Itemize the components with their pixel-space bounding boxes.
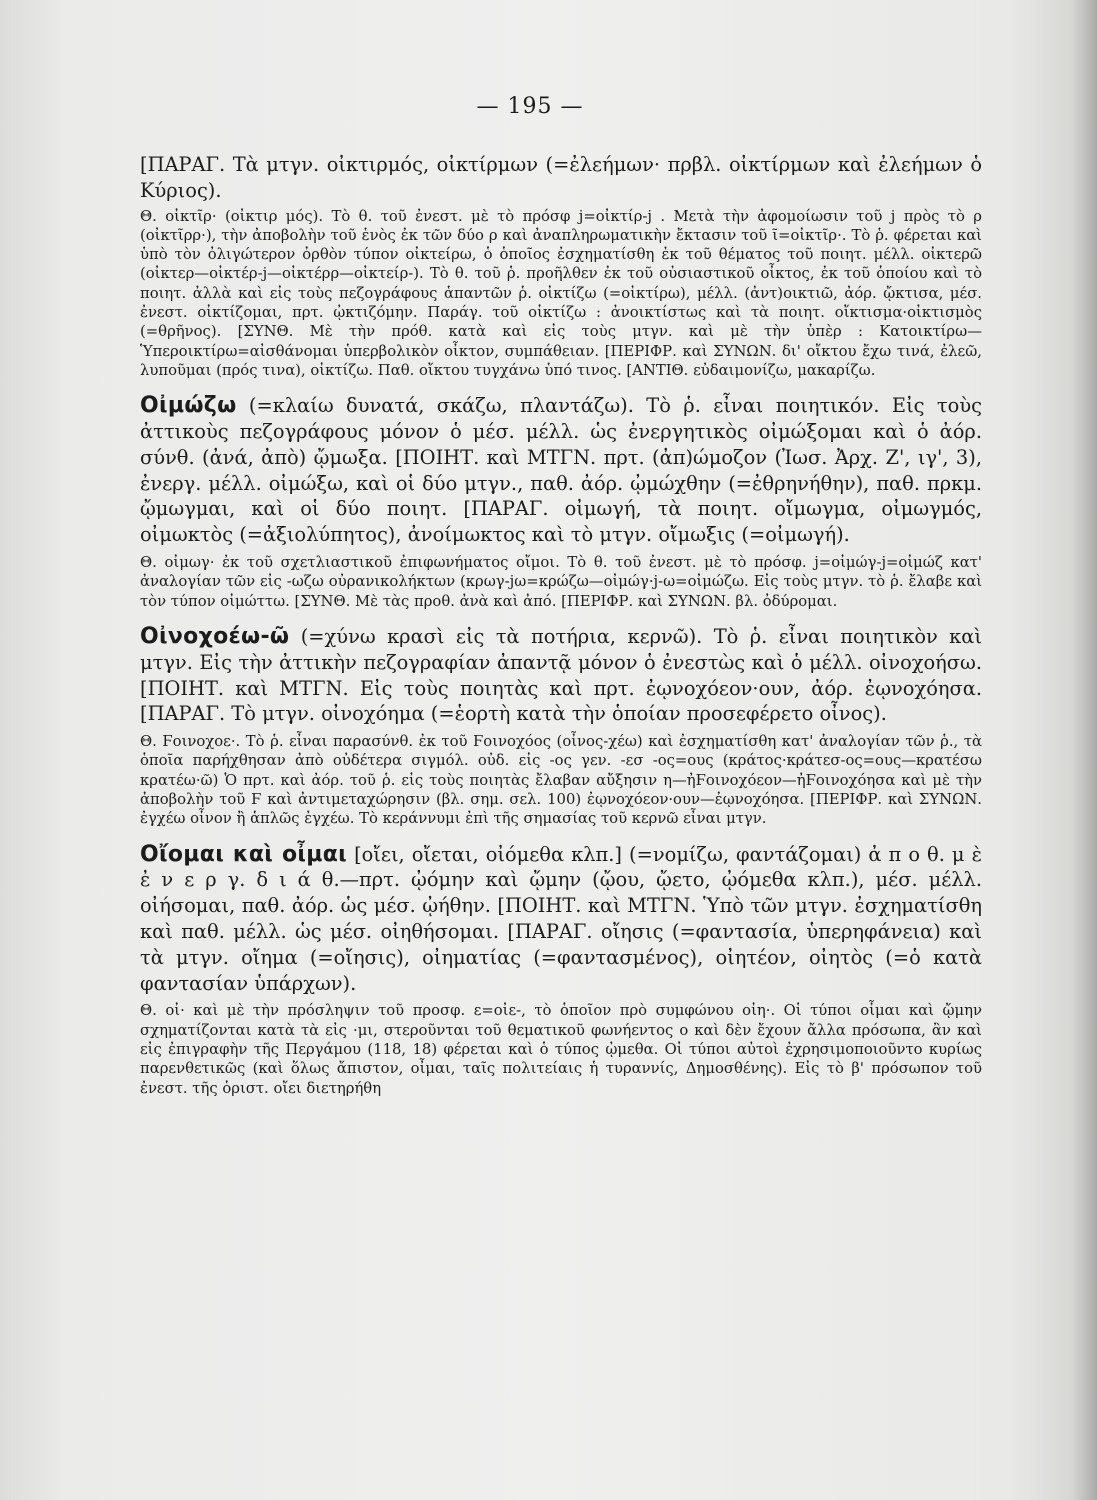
- entry-text: [οἴει, οἴεται, οἰόμεθα κλπ.] (=νομίζω, φαντάζομαι) ἀ π ο θ. μ ὲ ἐ ν ε ρ γ. δ ι ά θ.—πρτ. ᾠόμην καὶ ᾤμην (ᾤου, ᾤετο, ᾠόμεθα κλπ.), μέσ. μέλλ. οἰήσομαι, παθ. ἀόρ. ὡς μέσ. ᾠήθην. [ΠΟΙΗΤ. καὶ ΜΤΓΝ. Ὑπὸ τῶν μτγν. ἐσχηματίσθη καὶ παθ. μέλλ. ὡς μέσ. οἰηθήσομαι. [ΠΑΡΑΓ. οἴησις (=φαντασία, ὑπερηφάνεια) καὶ τὰ μτγν. οἴημα (=οἴησις), οἰηματίας (=φαντασμένος), οἰητέον, οἰητὸς (=ὁ κατὰ φαντασίαν ὑπάρχων).: [140, 842, 982, 995]
- entry-text: (=χύνω κρασὶ εἰς τὰ ποτήρια, κερνῶ). Τὸ ῥ. εἶναι ποιητικὸν καὶ μτγν. Εἰς τὴν ἀττικὴν πεζογραφίαν ἀπαντᾷ μόνον ὁ ἐνεστὼς καὶ ὁ μέλλ. οἰνοχοήσω. [ΠΟΙΗΤ. καὶ ΜΤΓΝ. Εἰς τοὺς ποιητὰς καὶ πρτ. ἐῳνοχόεον·ουν, ἀόρ. ἐῳνοχόησα. [ΠΑΡΑΓ. Τὸ μτγν. οἰνοχόημα (=ἑορτὴ κατὰ τὴν ὁποίαν προσεφέρετο οἶνος).: [140, 624, 982, 726]
- etymology-paragraph: Θ. οἰμωγ· ἐκ τοῦ σχετλιαστικοῦ ἐπιφωνήματος οἴμοι. Τὸ θ. τοῦ ἐνεστ. μὲ τὸ πρόσφ. j=οἰμώγ-j=οἰμώζ κατ' ἀναλογίαν τῶν εἰς -ωζω οὐρανικολήκτων (κρωγ-jω=κρώζω—οἰμώγ·j-ω=οἰμώζω. Εἰς τοὺς μτγν. τὸ ῥ. ἔλαβε καὶ τὸν τύπον οἰμώττω. [ΣΥΝΘ. Μὲ τὰς προθ. ἀνὰ καὶ ἀπό. [ΠΕΡΙΦΡ. καὶ ΣΥΝΩΝ. βλ. ὀδύρομαι.: [140, 554, 982, 610]
- etymology-paragraph: Θ. Ϝοινοχοε·. Τὸ ῥ. εἶναι παρασύνθ. ἐκ τοῦ Ϝοινοχόος (οἶνος-χέω) καὶ ἐσχηματίσθη κατ' ἀναλογίαν τῶν ῥ., τὰ ὁποῖα παρήχθησαν ἀπὸ οὐδέτερα σιγμόλ. οὐδ. εἰς -ος γεν. -εσ -ος=ους (κράτος·κράτεσ-ος=ους—κρατέσω κρατέω·ῶ) Ὁ πρτ. καὶ ἀόρ. τοῦ ῥ. εἰς τοὺς ποιητὰς ἔλαβαν αὔξησιν η—ἠϜοινοχόεον—ἠϜοινοχόησα καὶ μὲ τὴν ἀποβολὴν τοῦ Ϝ καὶ ἀντιμεταχώρησιν (βλ. σημ. σελ. 100) ἐῳνοχόεον·ουν—ἐῳνοχόησα. [ΠΕΡΙΦΡ. καὶ ΣΥΝΩΝ. ἐγχέω οἶνον ἢ ἁπλῶς ἐγχέω. Τὸ κεράννυμι ἐπὶ τῆς σημασίας τοῦ κερνῶ εἶναι μτγν.: [140, 733, 982, 828]
- page-body: [140, 152, 982, 1098]
- entry-oiomai: [140, 842, 982, 1098]
- headword: Οἰμώζω: [140, 393, 237, 419]
- page-fold-shadow: [1071, 0, 1097, 1500]
- entry-paragraph: [140, 842, 982, 997]
- page-number: — 195 —: [476, 94, 584, 119]
- entry-paragraph: [ΠΑΡΑΓ. Τὰ μτγν. οἰκτιρμός, οἰκτίρμων (=ἐλεήμων· πρβλ. οἰκτίρμων καὶ ἐλεήμων ὁ Κύριος).: [140, 153, 982, 202]
- entry-oiktiro-continuation: [140, 152, 982, 380]
- entry-oinochoeo: [140, 624, 982, 829]
- etymology-paragraph: Θ. οἰκτῖρ· (οἰκτιρ μός). Τὸ θ. τοῦ ἐνεστ. μὲ τὸ πρόσφ j=οἰκτίρ-j . Μετὰ τὴν ἀφομοίωσιν τοῦ j πρὸς τὸ ρ (οἰκτῖρρ·), τὴν ἀποβολὴν τοῦ ἑνὸς ἐκ τῶν δύο ρ καὶ ἀναπληρωματικὴν ἔκτασιν τοῦ ῖ=οἰκτῖρ·. Τὸ ῥ. φέρεται καὶ ὑπὸ τὸν ὀλιγώτερον ὀρθὸν τύπον οἰκτείρω, ὁ ὁποῖος ἐσχηματίσθη ἐκ τοῦ θέματος τοῦ ποιητ. μέλλ. οἰκτερῶ (οἰκτερ—οἰκτέρ-j—οἰκτέρρ—οἰκτείρ-). Τὸ θ. τοῦ ῥ. προῆλθεν ἐκ τοῦ οὐσιαστικοῦ οἶκτος, ἐκ τοῦ ὁποίου καὶ τὸ ποιητ. ἀλλὰ καὶ εἰς τοὺς πεζογράφους ἁπαντῶν ῥ. οἰκτίζω (=οἰκτίρω), μέλλ. (ἀντ)οικτιῶ, ἀόρ. ᾤκτισα, μέσ. ἐνεστ. οἰκτίζομαι, πρτ. ᾠκτιζόμην. Παράγ. τοῦ οἰκτίζω : ἀνοικτίστως καὶ τὰ ποιητ. οἴκτισμα·οἰκτισμὸς (=θρῆνος). [ΣΥΝΘ. Μὲ τὴν πρόθ. κατὰ καὶ εἰς τοὺς μτγν. καὶ μὲ τὴν ὑπὲρ : Κατοικτίρω—Ὑπεροικτίρω=αἰσθάνομαι ὑπερβολικὸν οἶκτον, συμπάθειαν. [ΠΕΡΙΦΡ. καὶ ΣΥΝΩΝ. δι' οἴκτου ἔχω τινά, ἐλεῶ, λυποῦμαι (πρός τινα), οἰκτίζω. Παθ. οἴκτου τυγχάνω ὑπό τινος. [ΑΝΤΙΘ. εὐδαιμονίζω, μακαρίζω.: [140, 207, 982, 379]
- entry-oimozo: [140, 393, 982, 611]
- entry-paragraph: [140, 624, 982, 727]
- etymology-paragraph: Θ. οἰ· καὶ μὲ τὴν πρόσληψιν τοῦ προσφ. ε=οἰε-, τὸ ὁποῖον πρὸ συμφώνου οἰη·. Οἱ τύποι οἶμαι καὶ ᾤμην σχηματίζονται κατὰ τὰ εἰς ·μι, στεροῦνται τοῦ θεματικοῦ φωνήεντος ο καὶ δὲν ἔχουν ἄλλα πρόσωπα, ἂν καὶ εἰς ἐπιγραφὴν τῆς Περγάμου (118, 18) φέρεται καὶ ὁ τύπος ᾠμεθα. Οἱ τύποι αὐτοὶ ἐχρησιμοποιοῦντο κυρίως παρενθετικῶς (καὶ ὅλως ἄπιστον, οἶμαι, ταῖς πολιτείαις ἡ τυραννίς, Δημοσθένης). Εἰς τὸ β' πρόσωπον τοῦ ἐνεστ. τῆς ὁριστ. οἴει διετηρήθη: [140, 1002, 982, 1097]
- entry-text: (=κλαίω δυνατά, σκάζω, πλαντάζω). Τὸ ῥ. εἶναι ποιητικόν. Εἰς τοὺς ἀττικοὺς πεζογράφους μόνον ὁ μέσ. μέλλ. ὡς ἐνεργητικὸς οἰμώξομαι καὶ ὁ ἀόρ. σύνθ. (ἀνά, ἀπὸ) ᾤμωξα. [ΠΟΙΗΤ. καὶ ΜΤΓΝ. πρτ. (ἀπ)ώμοζον (Ἰωσ. Ἀρχ. Ζ', ιγ', 3), ἐνεργ. μέλλ. οἰμώξω, καὶ οἱ δύο μτγν., παθ. ἀόρ. ᾠμώχθην (=ἐθρηνήθην), παθ. πρκμ. ᾤμωγμαι, καὶ οἱ δύο ποιητ. [ΠΑΡΑΓ. οἰμωγή, τὰ ποιητ. οἴμωγμα, οἰμωγμός, οἰμωκτὸς (=ἀξιολύπητος), ἀνοίμωκτος καὶ τὸ μτγν. οἴμωξις (=οἰμωγή).: [140, 394, 982, 547]
- entry-paragraph: [140, 393, 982, 548]
- headword: Οἴομαι καὶ οἶμαι: [140, 841, 348, 867]
- headword: Οἰνοχοέω-ῶ: [140, 623, 290, 649]
